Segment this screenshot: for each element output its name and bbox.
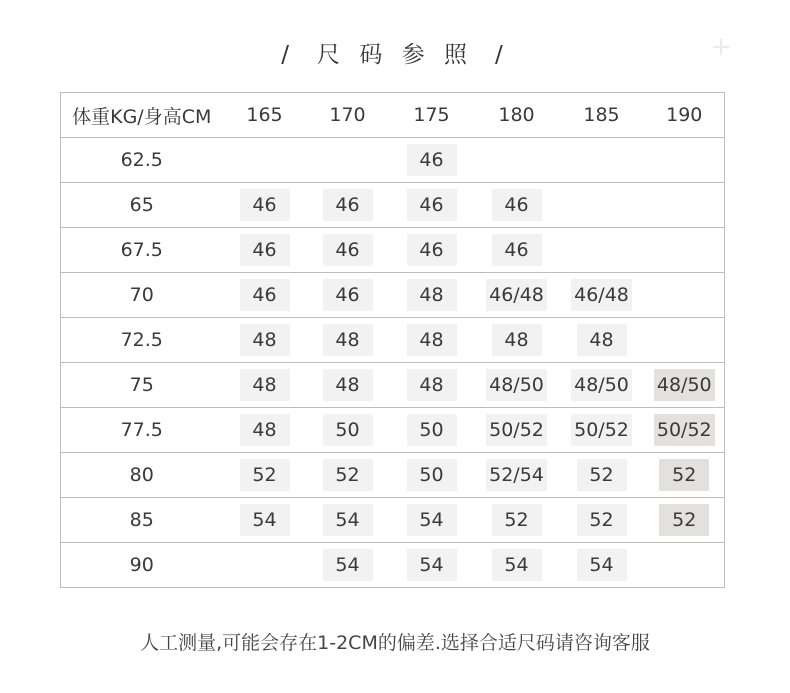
weight-label: 85 bbox=[61, 498, 223, 543]
weight-label: 67.5 bbox=[61, 228, 223, 273]
size-cell bbox=[389, 138, 475, 183]
size-cell bbox=[645, 273, 725, 318]
size-cell bbox=[389, 363, 475, 408]
size-cell bbox=[307, 138, 389, 183]
size-value: 46 bbox=[323, 234, 373, 266]
weight-label: 65 bbox=[61, 183, 223, 228]
table-row bbox=[61, 183, 725, 228]
size-value: 50/52 bbox=[486, 414, 547, 446]
size-cell bbox=[223, 543, 307, 588]
size-value: 52 bbox=[577, 459, 627, 491]
size-value: 52 bbox=[240, 459, 290, 491]
size-value: 54 bbox=[323, 549, 373, 581]
size-value: 46 bbox=[407, 234, 457, 266]
title-slash-right: / bbox=[494, 42, 509, 68]
size-value: 46/48 bbox=[571, 279, 632, 311]
size-value: 46 bbox=[492, 189, 542, 221]
size-cell bbox=[389, 228, 475, 273]
size-cell bbox=[307, 453, 389, 498]
size-value: 54 bbox=[577, 549, 627, 581]
size-cell bbox=[223, 183, 307, 228]
size-value: 52/54 bbox=[486, 459, 547, 491]
size-cell bbox=[475, 363, 559, 408]
size-cell bbox=[307, 543, 389, 588]
size-value: 48 bbox=[323, 369, 373, 401]
size-cell bbox=[223, 138, 307, 183]
table-row bbox=[61, 273, 725, 318]
size-cell bbox=[475, 273, 559, 318]
size-value: 54 bbox=[240, 504, 290, 536]
size-cell bbox=[475, 498, 559, 543]
size-value: 48 bbox=[577, 324, 627, 356]
table-header-row bbox=[61, 93, 725, 138]
size-cell bbox=[307, 363, 389, 408]
size-value: 48/50 bbox=[571, 369, 632, 401]
size-cell bbox=[475, 408, 559, 453]
weight-label: 70 bbox=[61, 273, 223, 318]
size-cell bbox=[645, 453, 725, 498]
table-row bbox=[61, 138, 725, 183]
size-value: 48 bbox=[240, 414, 290, 446]
size-cell bbox=[559, 228, 645, 273]
footer-note: 人工测量,可能会存在1-2CM的偏差.选择合适尺码请咨询客服 bbox=[140, 632, 650, 654]
size-cell bbox=[223, 273, 307, 318]
size-cell bbox=[307, 498, 389, 543]
size-value: 50/52 bbox=[571, 414, 632, 446]
size-cell bbox=[223, 363, 307, 408]
weight-label: 62.5 bbox=[61, 138, 223, 183]
size-cell bbox=[307, 183, 389, 228]
size-cell bbox=[559, 408, 645, 453]
table-row bbox=[61, 453, 725, 498]
size-value: 52 bbox=[659, 459, 709, 491]
size-value: 50 bbox=[407, 459, 457, 491]
size-cell bbox=[223, 453, 307, 498]
weight-label: 80 bbox=[61, 453, 223, 498]
size-value: 48 bbox=[240, 369, 290, 401]
size-value: 48 bbox=[407, 369, 457, 401]
table-body bbox=[61, 138, 725, 588]
size-cell bbox=[559, 138, 645, 183]
size-cell bbox=[645, 408, 725, 453]
size-cell bbox=[223, 498, 307, 543]
size-cell bbox=[475, 183, 559, 228]
table-row bbox=[61, 498, 725, 543]
size-value: 46 bbox=[240, 189, 290, 221]
size-value: 46/48 bbox=[486, 279, 547, 311]
size-value: 50 bbox=[323, 414, 373, 446]
size-cell bbox=[307, 318, 389, 363]
size-value: 48 bbox=[407, 279, 457, 311]
size-value: 46 bbox=[240, 279, 290, 311]
height-header: 185 bbox=[559, 93, 645, 138]
size-cell bbox=[559, 183, 645, 228]
size-value: 46 bbox=[492, 234, 542, 266]
size-cell bbox=[307, 228, 389, 273]
size-cell bbox=[645, 543, 725, 588]
weight-label: 90 bbox=[61, 543, 223, 588]
size-cell bbox=[389, 318, 475, 363]
size-value: 54 bbox=[492, 549, 542, 581]
size-cell bbox=[389, 273, 475, 318]
size-cell bbox=[389, 183, 475, 228]
size-value: 54 bbox=[407, 504, 457, 536]
size-value: 48/50 bbox=[654, 369, 715, 401]
size-cell bbox=[559, 318, 645, 363]
size-cell bbox=[645, 318, 725, 363]
size-cell bbox=[559, 273, 645, 318]
height-header: 165 bbox=[223, 93, 307, 138]
size-cell bbox=[645, 498, 725, 543]
size-cell bbox=[475, 228, 559, 273]
height-header: 170 bbox=[307, 93, 389, 138]
table-row bbox=[61, 543, 725, 588]
size-value: 48 bbox=[240, 324, 290, 356]
size-value: 50/52 bbox=[654, 414, 715, 446]
height-header: 175 bbox=[389, 93, 475, 138]
size-cell bbox=[559, 543, 645, 588]
plus-mark-icon: + bbox=[710, 32, 732, 62]
size-value: 48 bbox=[492, 324, 542, 356]
size-value: 46 bbox=[407, 144, 457, 176]
size-value: 54 bbox=[323, 504, 373, 536]
size-cell bbox=[645, 363, 725, 408]
size-value: 48/50 bbox=[486, 369, 547, 401]
weight-label: 72.5 bbox=[61, 318, 223, 363]
size-cell bbox=[475, 318, 559, 363]
height-header: 180 bbox=[475, 93, 559, 138]
size-value: 46 bbox=[323, 279, 373, 311]
size-value: 46 bbox=[323, 189, 373, 221]
size-cell bbox=[389, 498, 475, 543]
size-value: 52 bbox=[659, 504, 709, 536]
size-value: 52 bbox=[492, 504, 542, 536]
size-cell bbox=[475, 543, 559, 588]
size-cell bbox=[223, 318, 307, 363]
size-cell bbox=[645, 138, 725, 183]
size-cell bbox=[475, 138, 559, 183]
size-cell bbox=[389, 543, 475, 588]
height-header: 190 bbox=[645, 93, 725, 138]
size-cell bbox=[475, 453, 559, 498]
size-value: 46 bbox=[407, 189, 457, 221]
size-cell bbox=[559, 498, 645, 543]
table-row bbox=[61, 408, 725, 453]
weight-label: 77.5 bbox=[61, 408, 223, 453]
size-cell bbox=[389, 453, 475, 498]
table-row bbox=[61, 228, 725, 273]
size-value: 52 bbox=[323, 459, 373, 491]
size-value: 54 bbox=[407, 549, 457, 581]
table-row bbox=[61, 318, 725, 363]
size-cell bbox=[307, 273, 389, 318]
size-cell bbox=[559, 363, 645, 408]
size-cell bbox=[307, 408, 389, 453]
size-cell bbox=[389, 408, 475, 453]
size-cell bbox=[645, 183, 725, 228]
page-title bbox=[0, 36, 790, 69]
size-chart-table bbox=[60, 92, 725, 588]
size-cell bbox=[223, 228, 307, 273]
weight-label: 75 bbox=[61, 363, 223, 408]
size-value: 48 bbox=[407, 324, 457, 356]
size-value: 48 bbox=[323, 324, 373, 356]
corner-label: 体重KG/身高CM bbox=[61, 93, 223, 138]
table-row bbox=[61, 363, 725, 408]
title-slash-left: / bbox=[281, 42, 296, 68]
size-value: 46 bbox=[240, 234, 290, 266]
title-text: 尺 码 参 照 bbox=[317, 42, 473, 68]
size-value: 52 bbox=[577, 504, 627, 536]
size-cell bbox=[223, 408, 307, 453]
size-value: 50 bbox=[407, 414, 457, 446]
size-cell bbox=[559, 453, 645, 498]
size-cell bbox=[645, 228, 725, 273]
